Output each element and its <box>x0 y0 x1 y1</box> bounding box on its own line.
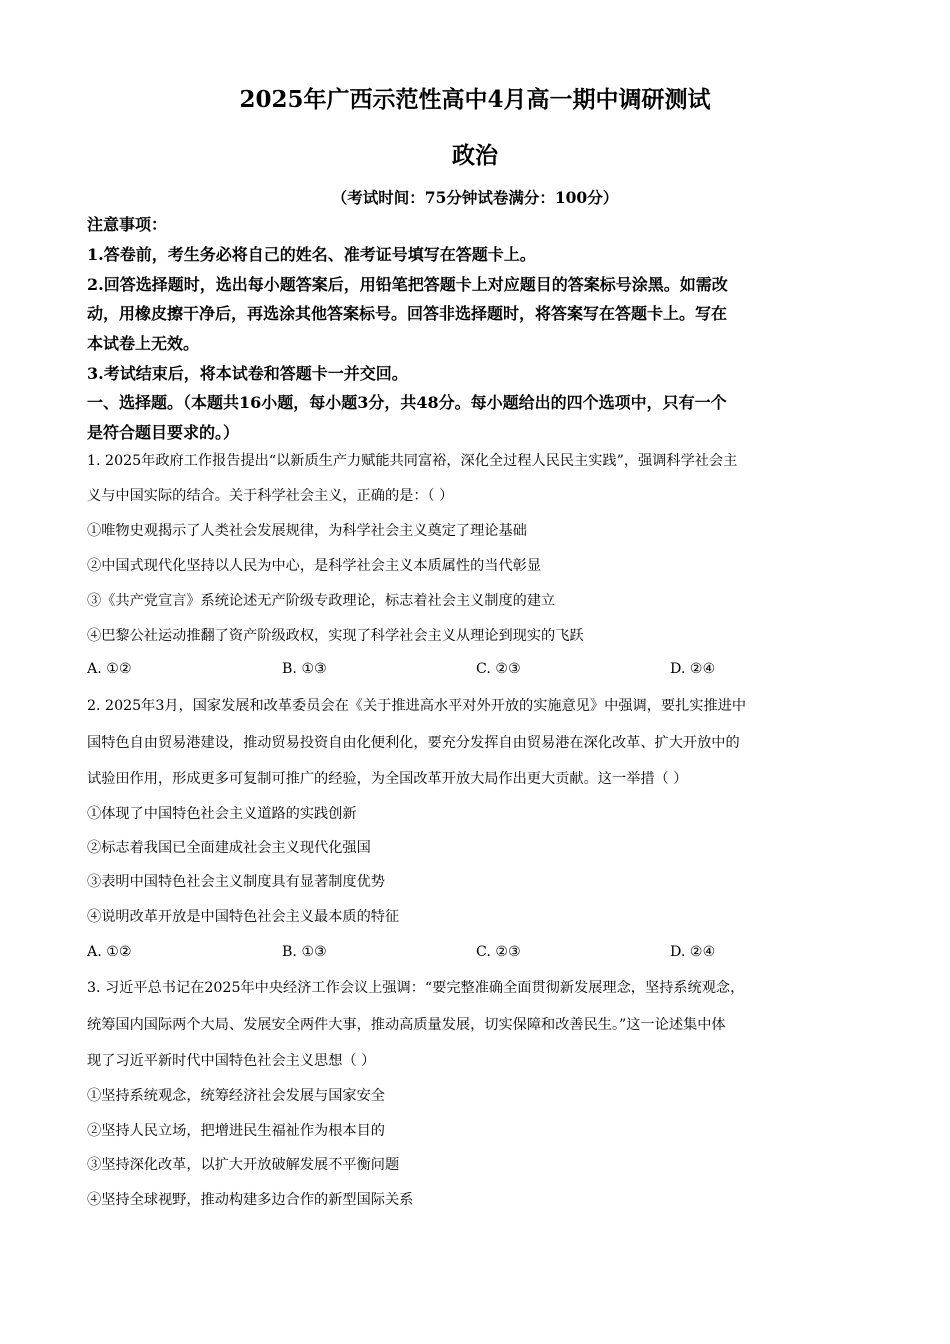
question-2-statement-3: ③表明中国特色社会主义制度具有显著制度优势 <box>87 874 385 890</box>
question-1-option-d: D. ②④ <box>670 661 716 677</box>
question-2-statement-2: ②标志着我国已全面建成社会主义现代化强国 <box>87 840 371 856</box>
exam-time-info: （考试时间：75分钟试卷满分：100分） <box>331 188 619 207</box>
question-1-statement-1: ①唯物史观揭示了人类社会发展规律，为科学社会主义奠定了理论基础 <box>87 523 527 539</box>
question-1-stem-line-1: 1. 2025年政府工作报告提出“以新质生产力赋能共同富裕，深化全过程人民民主实践”，强调科学社会主 <box>87 453 738 469</box>
question-2-option-b: B. ①③ <box>282 944 327 960</box>
subject-title: 政治 <box>452 142 498 169</box>
question-3-stem-line-3: 现了习近平新时代中国特色社会主义思想（ ） <box>87 1053 376 1069</box>
question-1-option-b: B. ①③ <box>282 661 327 677</box>
notes-item-2-line-3: 本试卷上无效。 <box>87 334 200 353</box>
question-2-stem-line-2: 国特色自由贸易港建设，推动贸易投资自由化便利化，要充分发挥自由贸易港在深化改革、扩大开放中的 <box>87 735 740 751</box>
question-1-statement-3: ③《共产党宣言》系统论述无产阶级专政理论，标志着社会主义制度的建立 <box>87 593 556 609</box>
question-2-statement-4: ④说明改革开放是中国特色社会主义最本质的特征 <box>87 909 400 925</box>
question-3-statement-1: ①坚持系统观念，统筹经济社会发展与国家安全 <box>87 1088 385 1104</box>
section-heading-line-1: 一、选择题。（本题共16小题，每小题3分，共48分。每小题给出的四个选项中，只有一个 <box>87 393 727 412</box>
question-2-option-a: A. ①② <box>87 944 132 960</box>
exam-title: 2025年广西示范性高中4月高一期中调研测试 <box>239 86 711 113</box>
notes-item-1: 1.答卷前，考生务必将自己的姓名、准考证号填写在答题卡上。 <box>87 245 536 264</box>
question-3-statement-3: ③坚持深化改革，以扩大开放破解发展不平衡问题 <box>87 1157 400 1173</box>
question-1-statement-2: ②中国式现代化坚持以人民为中心，是科学社会主义本质属性的当代彰显 <box>87 558 542 574</box>
question-3-statement-4: ④坚持全球视野，推动构建多边合作的新型国际关系 <box>87 1192 414 1208</box>
question-2-option-d: D. ②④ <box>670 944 716 960</box>
question-3-stem-line-2: 统筹国内国际两个大局、发展安全两件大事，推动高质量发展，切实保障和改善民生。”这一论述集中体 <box>87 1017 726 1033</box>
question-1-option-c: C. ②③ <box>476 661 521 677</box>
notes-item-3: 3.考试结束后，将本试卷和答题卡一并交回。 <box>87 364 408 383</box>
notes-heading: 注意事项： <box>87 215 168 234</box>
question-1-stem-line-2: 义与中国实际的结合。关于科学社会主义，正确的是：（ ） <box>87 488 454 504</box>
question-3-statement-2: ②坚持人民立场，把增进民生福祉作为根本目的 <box>87 1123 385 1139</box>
question-2-option-c: C. ②③ <box>476 944 521 960</box>
section-heading-line-2: 是符合题目要求的。） <box>87 423 240 442</box>
question-1-option-a: A. ①② <box>87 661 132 677</box>
notes-item-2-line-2: 动，用橡皮擦干净后，再选涂其他答案标号。回答非选择题时，将答案写在答题卡上。写在 <box>87 304 728 323</box>
question-2-stem-line-1: 2. 2025年3月，国家发展和改革委员会在《关于推进高水平对外开放的实施意见》中强调，要扎实推进中 <box>87 698 747 714</box>
question-2-statement-1: ①体现了中国特色社会主义道路的实践创新 <box>87 806 357 822</box>
notes-item-2-line-1: 2.回答选择题时，选出每小题答案后，用铅笔把答题卡上对应题目的答案标号涂黑。如需改 <box>87 275 728 294</box>
question-2-stem-line-3: 试验田作用，形成更多可复制可推广的经验，为全国改革开放大局作出更大贡献。这一举措（ ） <box>87 771 688 787</box>
question-1-statement-4: ④巴黎公社运动推翻了资产阶级政权，实现了科学社会主义从理论到现实的飞跃 <box>87 628 584 644</box>
question-3-stem-line-1: 3. 习近平总书记在2025年中央经济工作会议上强调：“要完整准确全面贯彻新发展理念，坚持系统观念， <box>87 980 745 996</box>
